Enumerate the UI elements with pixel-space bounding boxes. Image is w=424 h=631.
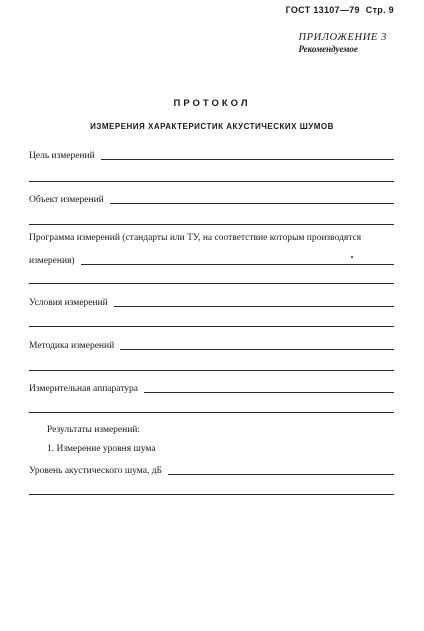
purpose-fill-line [101,159,394,160]
noise-level-field [29,466,394,477]
purpose-extra-line [29,181,394,182]
program-field [29,256,394,267]
object-field [29,195,394,206]
appendix-title: ПРИЛОЖЕНИЕ 3 [298,32,387,43]
equipment-field [29,384,394,395]
object-label: Объект измерений [29,195,104,205]
appendix-label [298,32,387,54]
noise-level-label: Уровень акустического шума, дБ [29,466,162,476]
results-item-1: 1. Измерение уровня шума [47,444,156,454]
conditions-field [29,298,394,309]
page-header [286,5,394,15]
method-extra-line [29,370,394,371]
equipment-label: Измерительная аппаратура [29,384,138,394]
program-fill-line [81,264,394,265]
results-heading: Результаты измерений: [47,425,141,435]
conditions-fill-line [114,306,394,307]
program-label-line1: Программа измерений (стандарты или ТУ, на соответствие которым производятся [29,233,362,243]
document-subtitle: ИЗМЕРЕНИЯ ХАРАКТЕРИСТИК АКУСТИЧЕСКИХ ШУМОВ [90,122,334,131]
document-title: ПРОТОКОЛ [173,98,251,109]
program-label-line2: измерения) [29,256,75,266]
object-extra-line [29,224,394,225]
noise-level-extra-line [29,494,394,495]
purpose-label: Цель измерений [29,151,95,161]
noise-level-fill-line [168,474,394,475]
page-number: Стр. 9 [365,5,394,15]
purpose-field [29,151,394,162]
conditions-label: Условия измерений [29,298,108,308]
standard-number: ГОСТ 13107—79 [285,5,360,15]
method-label: Методика измерений [29,341,115,351]
ink-speck [351,256,353,258]
object-fill-line [110,203,394,204]
equipment-extra-line [29,412,394,413]
method-field [29,341,394,352]
conditions-extra-line [29,326,394,327]
appendix-subtitle: Рекомендуемое [298,44,358,54]
program-extra-line [29,283,394,284]
method-fill-line [120,349,394,350]
equipment-fill-line [144,392,394,393]
